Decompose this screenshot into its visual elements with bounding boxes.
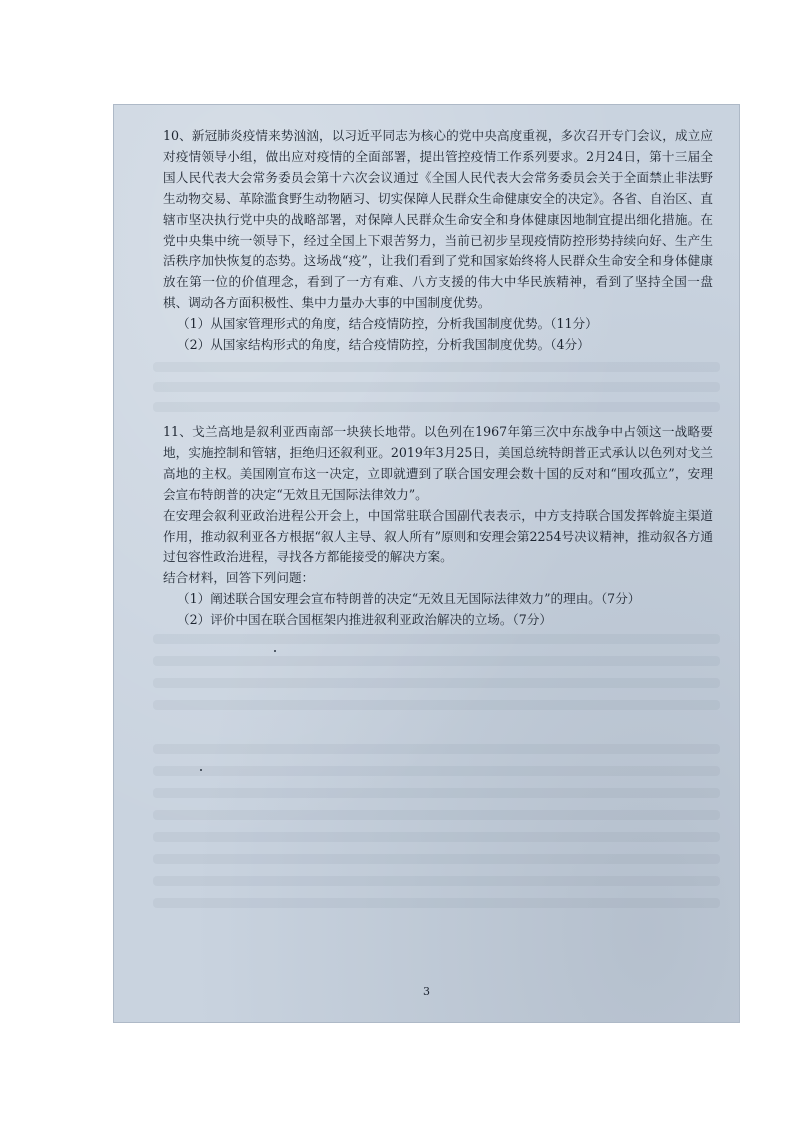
question-11: [163, 422, 713, 631]
question-10-material: 10、新冠肺炎疫情来势汹汹，以习近平同志为核心的党中央高度重视，多次召开专门会议，成立应对疫情领导小组，做出应对疫情的全面部署，提出管控疫情工作系列要求。2月24日，第十三届全国人民代表大会常务委员会第十六次会议通过《全国人民代表大会常务委员会关于全面禁止非法野生动物交易、革除滥食野生动物陋习、切实保障人民群众生命健康安全的决定》。各省、自治区、直辖市坚决执行党中央的战略部署，对保障人民群众生命安全和身体健康因地制宜提出细化措施。在党中央集中统一领导下，经过全国上下艰苦努力，当前已初步呈现疫情防控形势持续向好、生产生活秩序加快恢复的态势。这场战“疫”，让我们看到了党和国家始终将人民群众生命安全和身体健康放在第一位的价值理念，看到了一方有难、八方支援的伟大中华民族精神，看到了坚持全国一盘棋、调动各方面积极性、集中力量办大事的中国制度优势。: [163, 128, 713, 311]
question-10-subquestion-2: （2）从国家结构形式的角度，结合疫情防控，分析我国制度优势。（4分）: [177, 337, 590, 353]
bleed-through-line: [153, 832, 720, 842]
bleed-through-line: [153, 382, 720, 392]
scanned-page: [113, 104, 740, 1023]
question-11-subquestion-1: （1）阐述联合国安理会宣布特朗普的决定“无效且无国际法律效力”的理由。（7分）: [177, 591, 641, 607]
bleed-through-line: [153, 876, 720, 886]
bleed-through-line: [153, 810, 720, 820]
speck: [274, 650, 276, 652]
question-11-material: 11、戈兰高地是叙利亚西南部一块狭长地带。以色列在1967年第三次中东战争中占领这一战略要地，实施控制和管辖，拒绝归还叙利亚。2019年3月25日，美国总统特朗普正式承认以色列对戈兰高地的主权。美国刚宣布这一决定，立即就遭到了联合国安理会数十国的反对和“围攻孤立”，安理会宣布特朗普的决定“无效且无国际法律效力”。: [163, 424, 713, 502]
question-11-subquestion-2: （2）评价中国在联合国框架内推进叙利亚政治解决的立场。（7分）: [177, 612, 552, 628]
bleed-through-line: [153, 656, 720, 666]
question-10: [163, 126, 713, 356]
page-number: 3: [423, 985, 430, 998]
bleed-through-line: [153, 362, 720, 372]
bleed-through-line: [153, 700, 720, 710]
question-11-material-2: 在安理会叙利亚政治进程公开会上，中国常驻联合国副代表表示，中方支持联合国发挥斡旋主渠道作用，推动叙利亚各方根据“叙人主导、叙人所有”原则和安理会第2254号决议精神，推动叙各方通过包容性政治进程，寻找各方都能接受的解决方案。: [163, 507, 713, 565]
bleed-through-line: [153, 678, 720, 688]
question-11-lead: 结合材料，回答下列问题：: [163, 570, 315, 586]
speck: [200, 769, 202, 771]
bleed-through-line: [153, 766, 720, 776]
bleed-through-line: [153, 634, 720, 644]
bleed-through-line: [153, 788, 720, 798]
bleed-through-line: [153, 744, 720, 754]
bleed-through-line: [153, 402, 720, 412]
bleed-through-line: [153, 898, 720, 908]
question-10-subquestion-1: （1）从国家管理形式的角度，结合疫情防控，分析我国制度优势。（11分）: [177, 316, 598, 332]
bleed-through-line: [153, 854, 720, 864]
